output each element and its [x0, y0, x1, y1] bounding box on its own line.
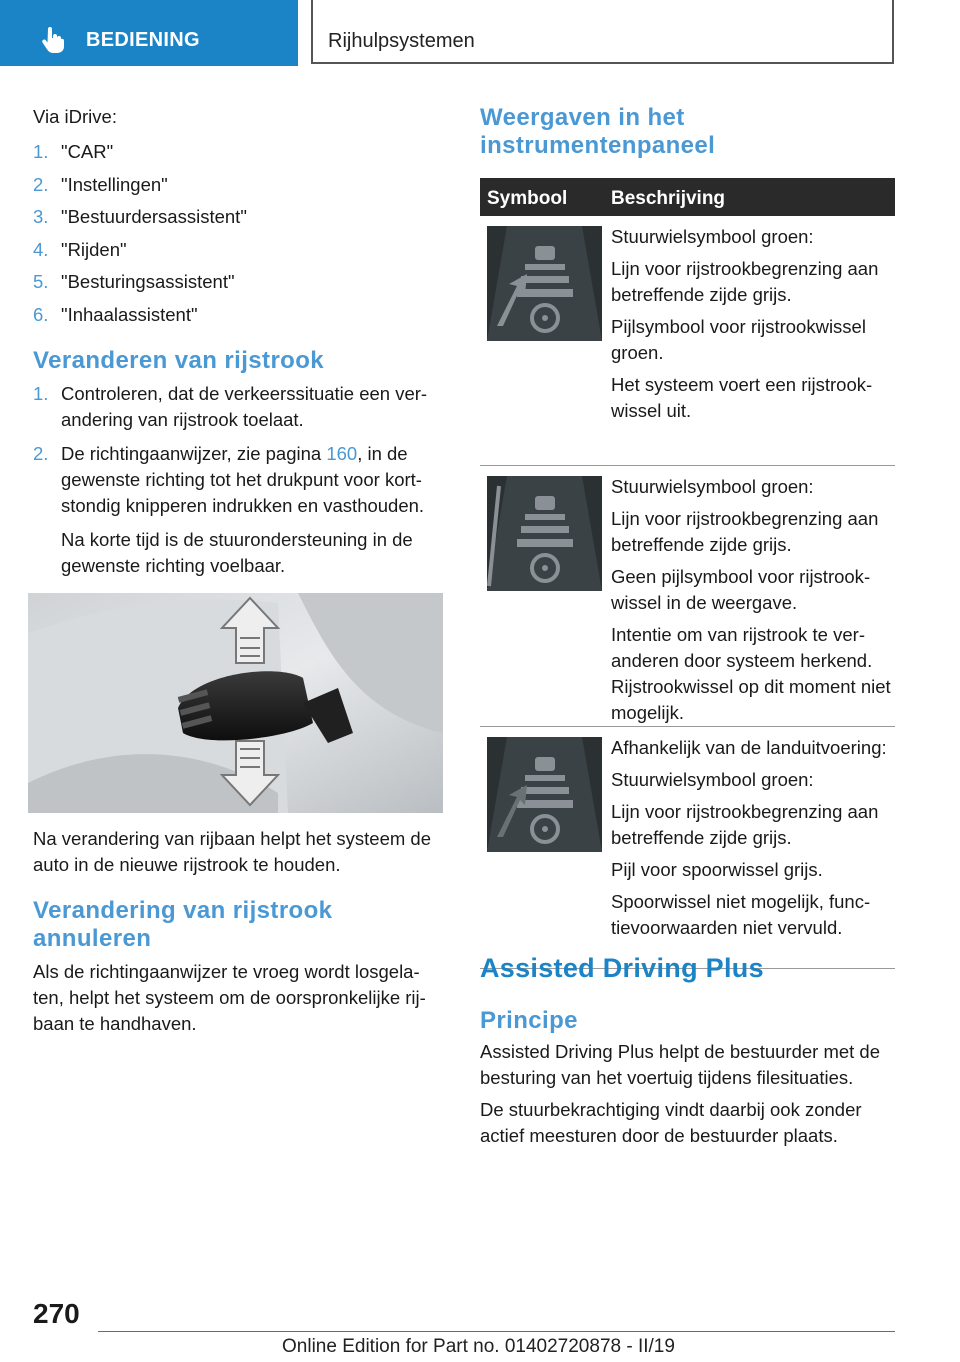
- description-line: Afhankelijk van de landuitvoering:: [611, 737, 887, 758]
- description-line: Lijn voor rijstrookbegrenzing aan betreffende zijde grijs.: [611, 258, 879, 305]
- principle-paragraph-2: De stuurbekrachtiging vindt daarbij ook zonder actief meesturen door de bestuurder plaats.: [480, 1099, 862, 1146]
- list-item: 5. "Besturingsassistent": [33, 271, 235, 292]
- page-link[interactable]: 160: [326, 443, 358, 464]
- list-item: 2. "Instellingen": [33, 173, 168, 195]
- description-line: Stuurwielsymbool groen:: [611, 769, 814, 790]
- table-row: [480, 466, 895, 727]
- list-item: 1. "CAR": [33, 141, 114, 162]
- col-header-symbol: Symbool: [487, 188, 568, 209]
- description-line: Geen pijlsymbool voor rijstrookwissel in de weergave.: [611, 566, 871, 613]
- description-line: Stuurwielsymbool groen:: [611, 226, 814, 247]
- left-column: [33, 104, 443, 579]
- table-row: [480, 216, 895, 466]
- list-item: 4. "Rijden": [33, 238, 127, 260]
- right-column-heading-wrap: [480, 104, 896, 160]
- row-description: [611, 466, 895, 726]
- principle-paragraph-1: Assisted Driving Plus helpt de bestuurder met de besturing van het voertuig tijdens filesituaties.: [480, 1041, 881, 1088]
- description-line: Pijlsymbool voor rijstrookwissel groen.: [611, 316, 866, 363]
- description-line: Pijl voor spoorwissel grijs.: [611, 859, 823, 880]
- description-line: Lijn voor rijstrookbegrenzing aan betreffende zijde grijs.: [611, 801, 879, 848]
- display-heading: Weergaven in het instrumentenpaneel: [480, 104, 716, 159]
- description-line: Het systeem voert een rijstrookwissel uit.: [611, 374, 873, 421]
- left-column-lower: [33, 826, 443, 1037]
- row-description: [611, 216, 895, 424]
- row-description: [611, 727, 895, 941]
- section-tab[interactable]: [0, 0, 298, 66]
- table-header: [480, 178, 895, 216]
- after-photo-text: Na verandering van rijbaan helpt het systeem de auto in de nieuwe rijstrook te houden.: [33, 828, 431, 875]
- chapter-header: [311, 0, 894, 64]
- chapter-title: Rijhulpsystemen: [328, 30, 475, 52]
- lane-change-unavailable-icon: [487, 737, 602, 852]
- adp-heading: Assisted Driving Plus: [480, 953, 764, 983]
- menu-steps-list: [33, 136, 443, 331]
- symbol-table: [480, 178, 895, 969]
- section-label: BEDIENING: [86, 29, 200, 51]
- right-column-lower: [480, 955, 896, 1149]
- hand-pointer-icon: [40, 27, 66, 53]
- description-line: Lijn voor rijstrookbegrenzing aan betreffende zijde grijs.: [611, 508, 879, 555]
- list-item: 2. De richtingaanwijzer, zie pagina 160, in de gewenste richting tot het drukpunt voor kortstondig knipperen indrukken en vasthouden. Na korte tijd is de stuurondersteuning in de gewenste richting voelbaar.: [33, 441, 443, 579]
- lane-assist-icon: [487, 476, 602, 591]
- page-number: 270: [33, 1298, 80, 1329]
- cancel-heading: Verandering van rijstrook annuleren: [33, 897, 333, 952]
- turn-signal-lever-photo: [28, 593, 443, 813]
- footer-divider: [98, 1331, 895, 1332]
- lane-change-steps: [33, 381, 443, 579]
- lane-change-left-icon: [487, 226, 602, 341]
- step-note: Na korte tijd is de stuurondersteuning in de gewenste richting voelbaar.: [61, 529, 413, 576]
- list-item: 3. "Bestuurdersassistent": [33, 206, 247, 227]
- description-line: Spoorwissel niet mogelijk, functievoorwaarden niet vervuld.: [611, 891, 871, 938]
- principle-heading: Principe: [480, 1007, 578, 1034]
- description-line: Intentie om van rijstrook te veranderen door systeem herkend. Rijstrookwissel op dit moment niet mogelijk.: [611, 624, 891, 723]
- cancel-text: Als de richtingaanwijzer te vroeg wordt losgelaten, helpt het systeem om de oorspronkelijke rijbaan te handhaven.: [33, 961, 426, 1034]
- description-line: Stuurwielsymbool groen:: [611, 476, 814, 497]
- via-label: Via iDrive:: [33, 106, 117, 127]
- col-header-description: Beschrijving: [611, 188, 726, 209]
- edition-text: Online Edition for Part no. 01402720878 - II/19: [282, 1336, 675, 1357]
- table-row: [480, 727, 895, 969]
- list-item: 6. "Inhaalassistent": [33, 303, 198, 325]
- lane-change-heading: Veranderen van rijstrook: [33, 347, 325, 374]
- list-item: 1. Controleren, dat de verkeerssituatie een verandering van rijstrook toelaat.: [33, 383, 428, 430]
